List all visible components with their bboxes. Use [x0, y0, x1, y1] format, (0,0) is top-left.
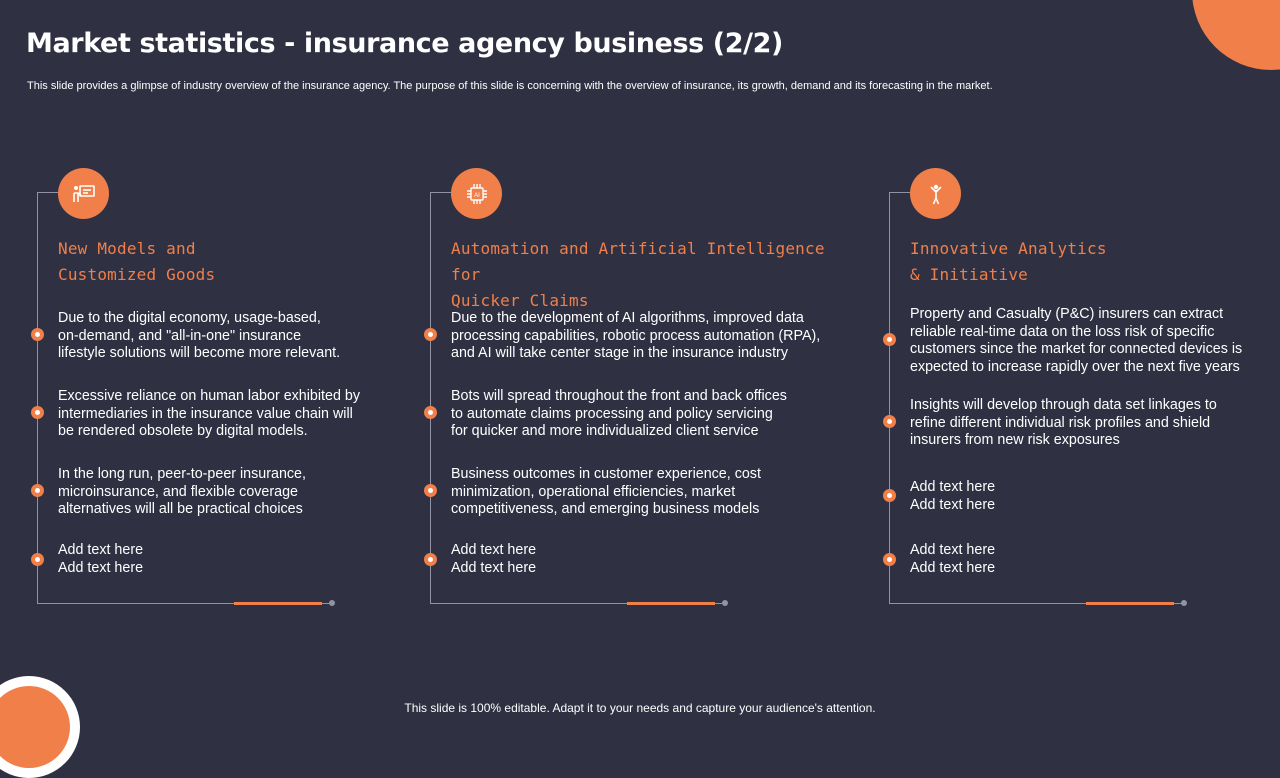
column-heading: Automation and Artificial Intelligence for Quicker Claims: [451, 239, 825, 310]
decorative-corner-circle-top-right: [1192, 0, 1280, 70]
column-frame-end-dot: [329, 600, 335, 606]
bullet-marker: [424, 406, 437, 419]
column-analytics: [852, 168, 1280, 608]
bullet-marker: [31, 553, 44, 566]
column-frame-end-dot: [1181, 600, 1187, 606]
bullet-text: Due to the development of AI algorithms, improved data processing capabilities, robotic process automation (RPA), and AI will take center stage in the insurance industry: [451, 310, 821, 361]
column-frame-line: [430, 192, 431, 604]
bullet-text: Add text here Add text here: [910, 479, 996, 513]
bullet-marker: [883, 553, 896, 566]
column-frame-end-dot: [722, 600, 728, 606]
bullet-text: Add text here Add text here: [451, 542, 537, 576]
slide-footer: This slide is 100% editable. Adapt it to your needs and capture your audience's attention.: [404, 701, 876, 715]
column-frame-line: [37, 192, 38, 604]
bullet-text: Property and Casualty (P&C) insurers can extract reliable real-time data on the loss risk of specific customers since the market for connected devices is expected to increase rapidly over the next five years: [910, 306, 1243, 375]
bullet-marker: [31, 406, 44, 419]
svg-text:AI: AI: [473, 192, 480, 199]
presentation-board-icon: [58, 168, 109, 219]
slide-title: Market statistics - insurance agency business (2/2): [26, 28, 783, 59]
column-heading: Innovative Analytics & Initiative: [910, 239, 1107, 284]
bullet-text: Add text here Add text here: [58, 542, 144, 576]
column-accent-bar: [627, 602, 715, 605]
person-idea-icon: [910, 168, 961, 219]
column-accent-bar: [234, 602, 322, 605]
column-frame-line-top: [889, 192, 911, 193]
column-accent-bar: [1086, 602, 1174, 605]
column-automation-ai: [393, 168, 833, 608]
bullet-marker: [424, 553, 437, 566]
bullet-marker: [883, 489, 896, 502]
column-new-models: [0, 168, 400, 608]
bullet-text: Business outcomes in customer experience, cost minimization, operational efficiencies, market competitiveness, and emerging business models: [451, 466, 761, 517]
bullet-marker: [883, 333, 896, 346]
slide-subtitle: This slide provides a glimpse of industry overview of the insurance agency. The purpose of this slide is concerning with the overview of insurance, its growth, demand and its forecasting in the market.: [27, 80, 993, 92]
ai-chip-icon: [451, 168, 502, 219]
column-frame-line: [889, 192, 890, 604]
bullet-text: Bots will spread throughout the front and back offices to automate claims processing and policy servicing for quicker and more individualized client service: [451, 388, 787, 439]
bullet-text: Excessive reliance on human labor exhibited by intermediaries in the insurance value chain will be rendered obsolete by digital models.: [58, 388, 360, 439]
bullet-text: Due to the digital economy, usage-based, on-demand, and "all-in-one" insurance lifestyle solutions will become more relevant.: [58, 310, 341, 361]
bullet-marker: [31, 484, 44, 497]
bullet-text: Insights will develop through data set linkages to refine different individual risk profiles and shield insurers from new risk exposures: [910, 397, 1217, 448]
bullet-text: In the long run, peer-to-peer insurance, microinsurance, and flexible coverage alternatives will all be practical choices: [58, 466, 306, 517]
column-frame-line-top: [430, 192, 452, 193]
bullet-marker: [883, 415, 896, 428]
bullet-marker: [424, 484, 437, 497]
column-heading: New Models and Customized Goods: [58, 239, 216, 284]
bullet-text: Add text here Add text here: [910, 542, 996, 576]
bullet-marker: [424, 328, 437, 341]
column-frame-line-top: [37, 192, 59, 193]
bullet-marker: [31, 328, 44, 341]
